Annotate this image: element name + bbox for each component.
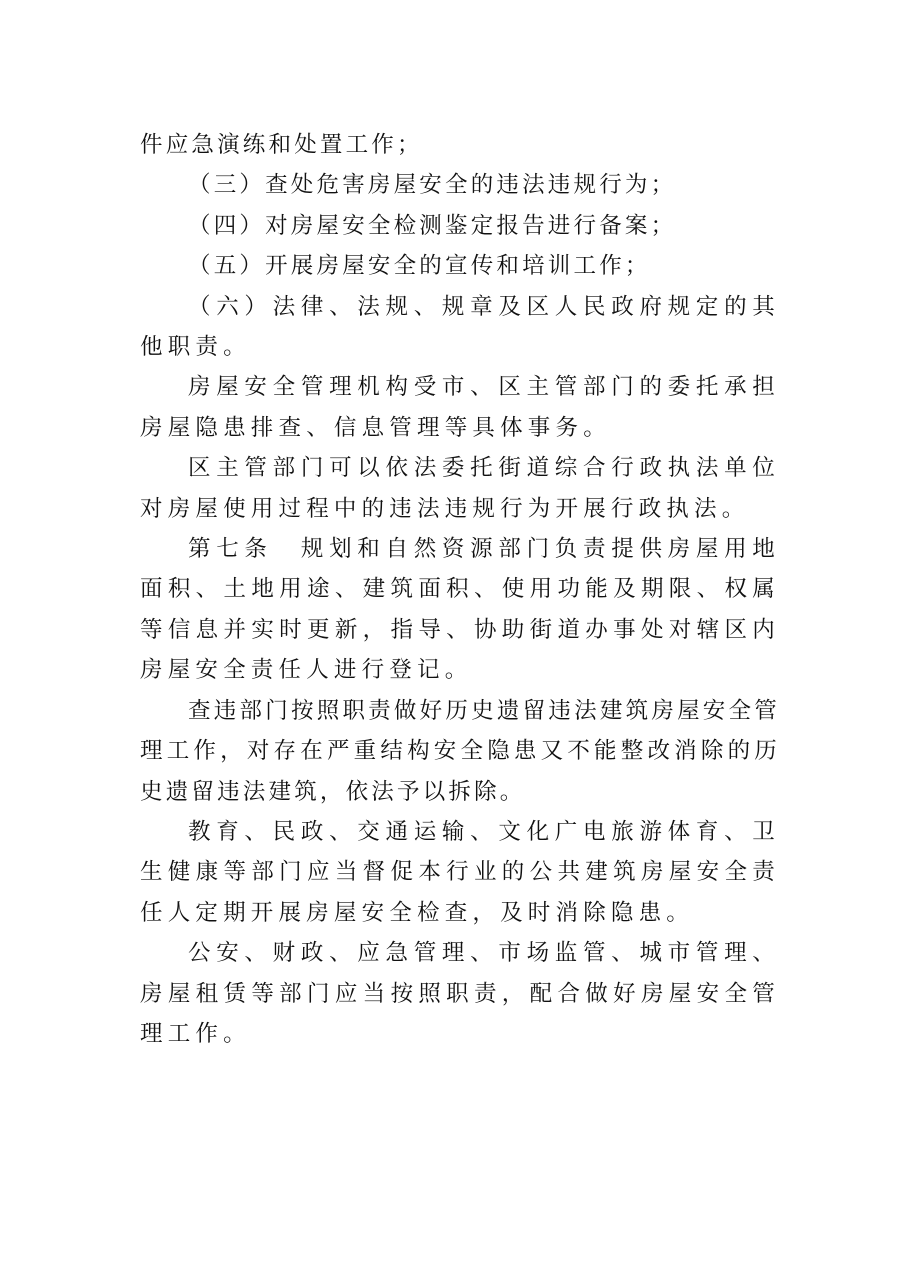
paragraph-item-5: （五）开展房屋安全的宣传和培训工作； <box>188 253 651 280</box>
paragraph-illegal-buildings: 查违部门按照职责做好历史遗留违法建筑房屋安全管理工作，对存在严重结构安全隐患又不能整改消除的历史遗留违法建筑，依法予以拆除。 <box>140 697 780 805</box>
paragraph-continuation: 件应急演练和处置工作； <box>140 132 423 158</box>
paragraph-management-agency: 房屋安全管理机构受市、区主管部门的委托承担房屋隐患排查、信息管理等具体事务。 <box>140 374 780 441</box>
paragraph-article-7: 第七条 规划和自然资源部门负责提供房屋用地面积、土地用途、建筑面积、使用功能及期限、权属等信息并实时更新，指导、协助街道办事处对辖区内房屋安全责任人进行登记。 <box>140 536 780 684</box>
paragraph-public-buildings: 教育、民政、交通运输、文化广电旅游体育、卫生健康等部门应当督促本行业的公共建筑房屋安全责任人定期开展房屋安全检查，及时消除隐患。 <box>140 818 780 926</box>
paragraph-district-delegation: 区主管部门可以依法委托街道综合行政执法单位对房屋使用过程中的违法违规行为开展行政执法。 <box>140 455 780 522</box>
paragraph-cooperating-departments: 公安、财政、应急管理、市场监管、城市管理、房屋租赁等部门应当按照职责，配合做好房屋安全管理工作。 <box>140 940 780 1047</box>
paragraph-item-6: （六）法律、法规、规章及区人民政府规定的其他职责。 <box>140 293 780 361</box>
document-body <box>140 125 780 1054</box>
paragraph-item-4: （四）对房屋安全检测鉴定报告进行备案； <box>188 212 677 239</box>
paragraph-item-3: （三）查处危害房屋安全的违法违规行为； <box>188 172 677 199</box>
